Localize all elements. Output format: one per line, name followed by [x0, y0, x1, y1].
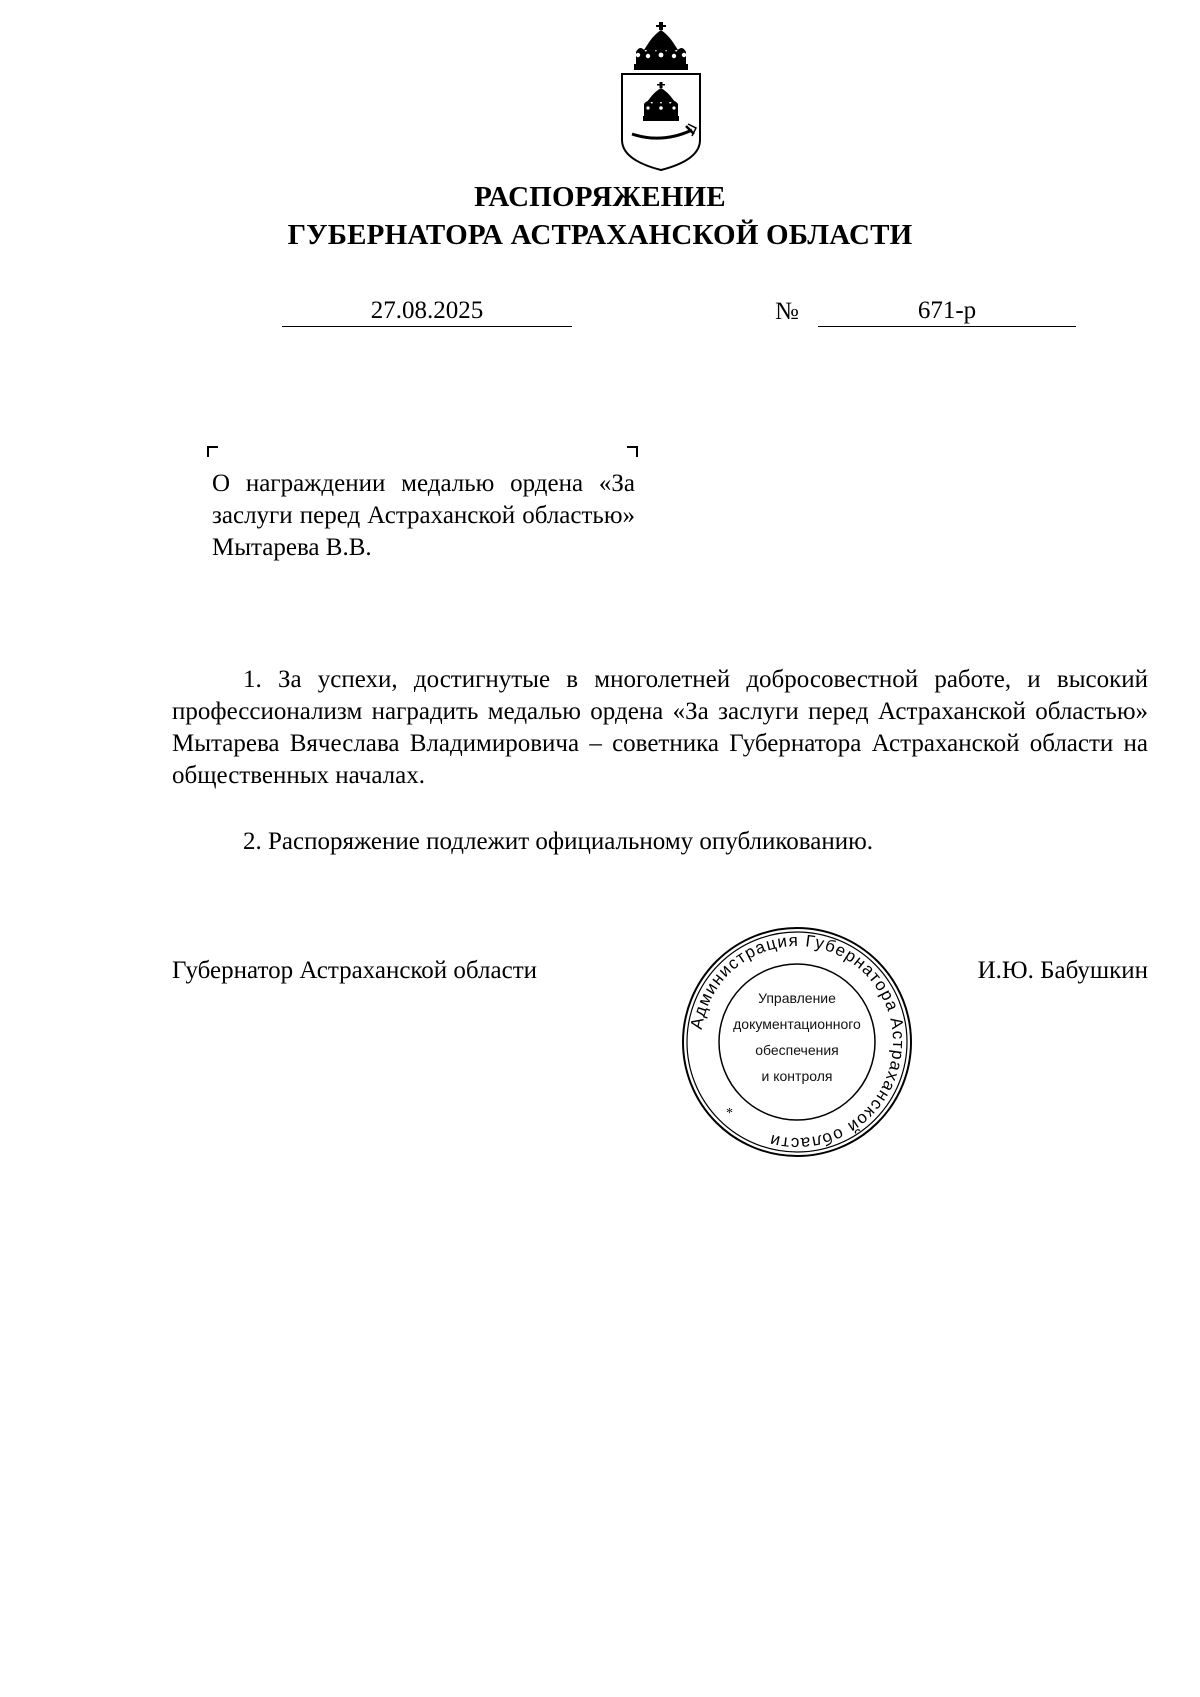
stamp-star-icon: * — [726, 1106, 733, 1121]
stamp-inner-line: обеспечения — [755, 1042, 839, 1058]
document-title: РАСПОРЯЖЕНИЕ — [474, 181, 726, 213]
astrakhan-coat-of-arms-icon — [618, 22, 704, 172]
document-issuer: ГУБЕРНАТОРА АСТРАХАНСКОЙ ОБЛАСТИ — [287, 219, 913, 251]
date-underline — [282, 326, 572, 327]
body-paragraph-2: 2. Распоряжение подлежит официальному опубликованию. — [243, 828, 874, 855]
number-underline — [818, 326, 1076, 327]
stamp-inner-line: и контроля — [761, 1068, 833, 1084]
stamp-inner-text — [720, 985, 874, 1089]
subject-corner-top-left — [207, 446, 218, 457]
stamp-outer-text: Администрация Губернатора Астраханской области — [686, 930, 909, 1154]
stamp-inner-line: Управление — [758, 990, 836, 1006]
number-sign: № — [775, 298, 799, 325]
subject-corner-top-right — [627, 446, 638, 457]
signatory-name: И.Ю. Бабушкин — [977, 957, 1148, 984]
document-number: 671-р — [917, 297, 977, 324]
signatory-position: Губернатор Астраханской области — [172, 957, 538, 984]
stamp-inner-line: документационного — [733, 1016, 861, 1032]
document-date: 27.08.2025 — [370, 297, 484, 324]
body-paragraph-1: 1. За успехи, достигнутые в многолетней добросовестной работе, и высокий профессионализм наградить медалью ордена «За заслуги перед Астраханской областью» Мытарева Вячеслава Владимировича – советника Губернатора Астраханской области на общественных началах. — [172, 666, 1148, 789]
document-subject: О награждении медалью ордена «За заслуги перед Астраханской областью» Мытарева В.В. — [212, 470, 635, 561]
